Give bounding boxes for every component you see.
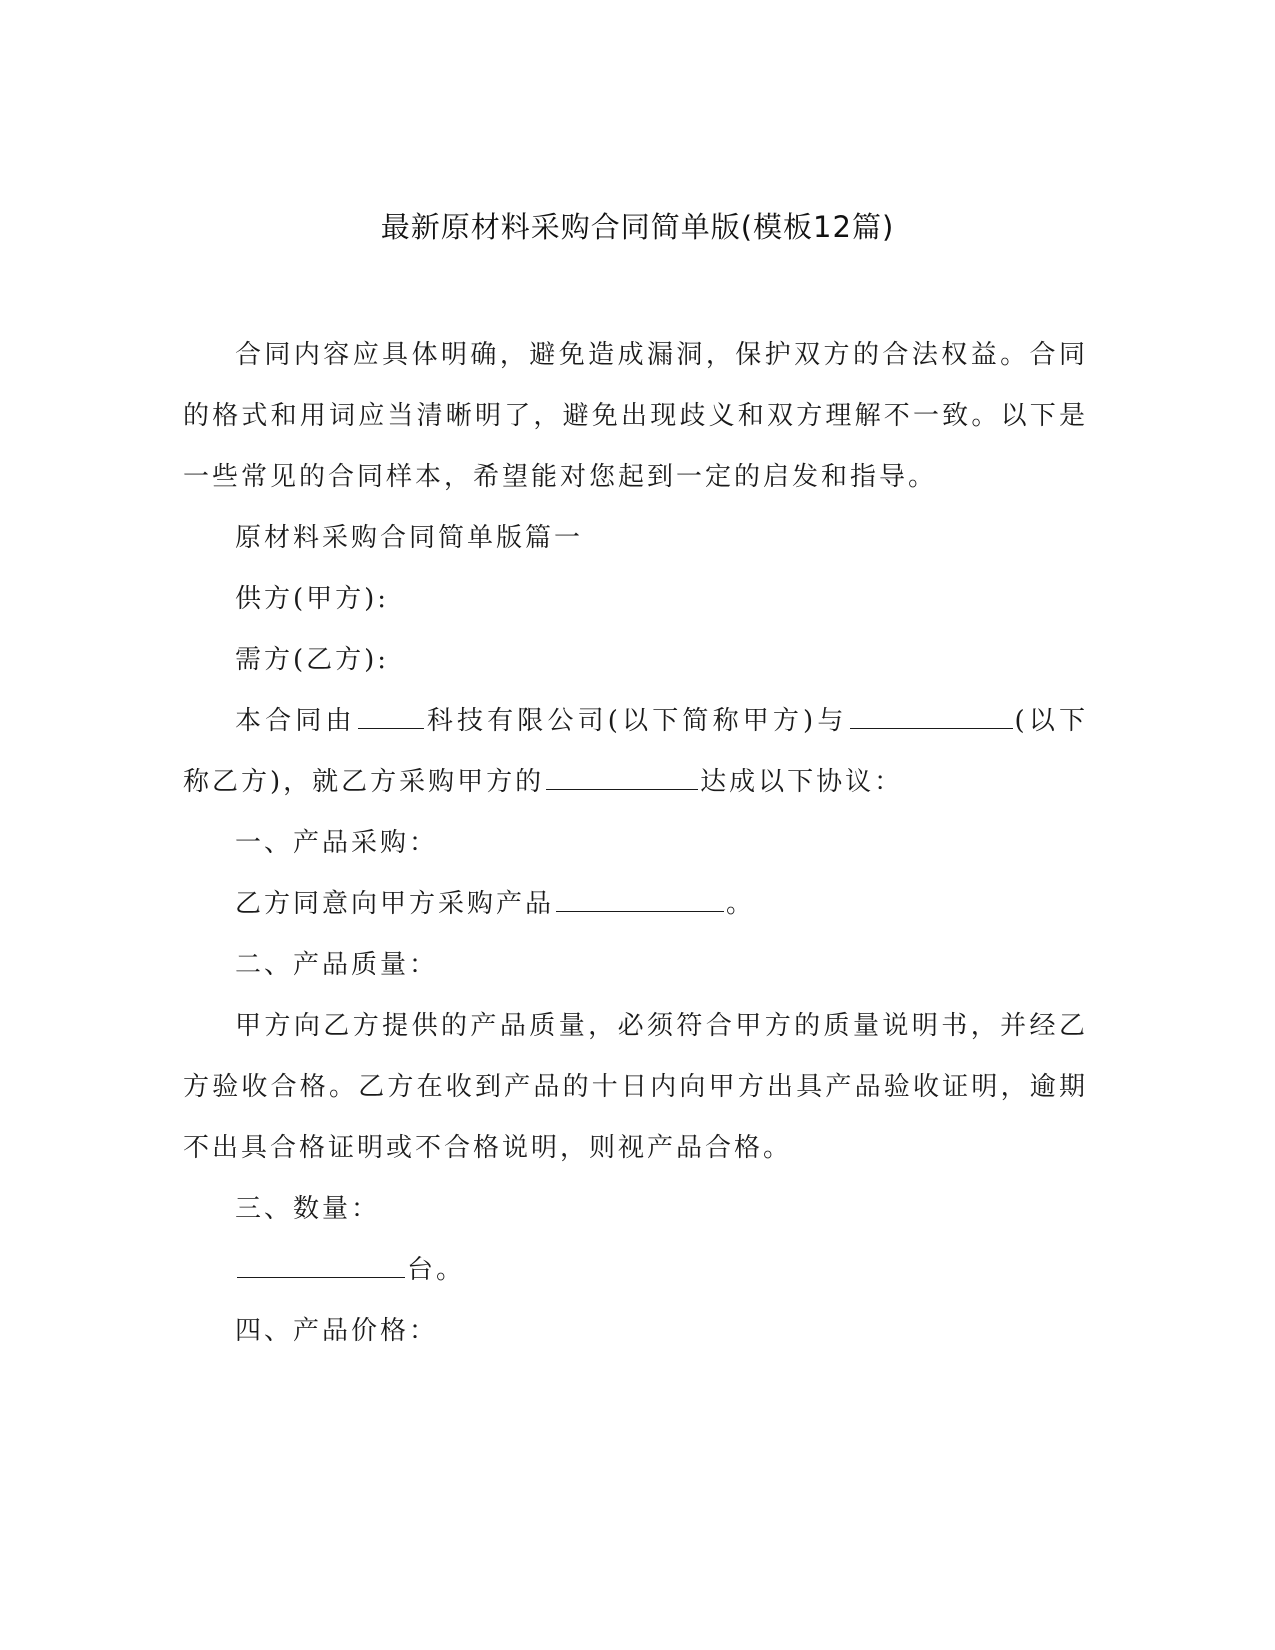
clause3-heading: 三、数量： xyxy=(235,1194,381,1224)
company-name-blank xyxy=(358,702,424,729)
agreement-text-2: 科技有限公司(以下简称甲方)与 xyxy=(425,706,848,736)
clause3-paragraph xyxy=(183,1240,1088,1301)
product-name-blank xyxy=(556,885,724,912)
agreement-paragraph xyxy=(183,691,1088,813)
clause3-text-after: 台。 xyxy=(407,1255,466,1285)
purchase-item-blank xyxy=(546,763,698,790)
agreement-text-3: (以下称乙方)，就乙方采购甲方的 xyxy=(183,706,1088,797)
document-title: 最新原材料采购合同简单版(模板12篇) xyxy=(380,210,895,244)
buyer-label: 需方(乙方): xyxy=(235,645,390,675)
document-body xyxy=(183,325,1088,1362)
agreement-text-1: 本合同由 xyxy=(235,706,356,736)
party-b-name-blank xyxy=(850,702,1013,729)
intro-paragraph: 合同内容应具体明确，避免造成漏洞，保护双方的合法权益。合同的格式和用词应当清晰明了，避免出现歧义和双方理解不一致。以下是一些常见的合同样本，希望能对您起到一定的启发和指导。 xyxy=(183,340,1088,492)
supplier-label: 供方(甲方): xyxy=(235,584,390,614)
clause1-heading: 一、产品采购： xyxy=(235,828,439,858)
clause4-heading: 四、产品价格： xyxy=(235,1316,439,1346)
clause2-paragraph: 甲方向乙方提供的产品质量，必须符合甲方的质量说明书，并经乙方验收合格。乙方在收到产品的十日内向甲方出具产品验收证明，逾期不出具合格证明或不合格说明，则视产品合格。 xyxy=(183,1011,1088,1163)
clause1-paragraph xyxy=(183,874,1088,935)
clause1-text-before: 乙方同意向甲方采购产品 xyxy=(235,889,555,919)
agreement-text-4: 达成以下协议： xyxy=(700,767,904,797)
clause2-heading: 二、产品质量： xyxy=(235,950,439,980)
clause1-text-after: 。 xyxy=(726,889,756,919)
quantity-blank xyxy=(237,1251,405,1278)
section-title: 原材料采购合同简单版篇一 xyxy=(235,523,584,553)
